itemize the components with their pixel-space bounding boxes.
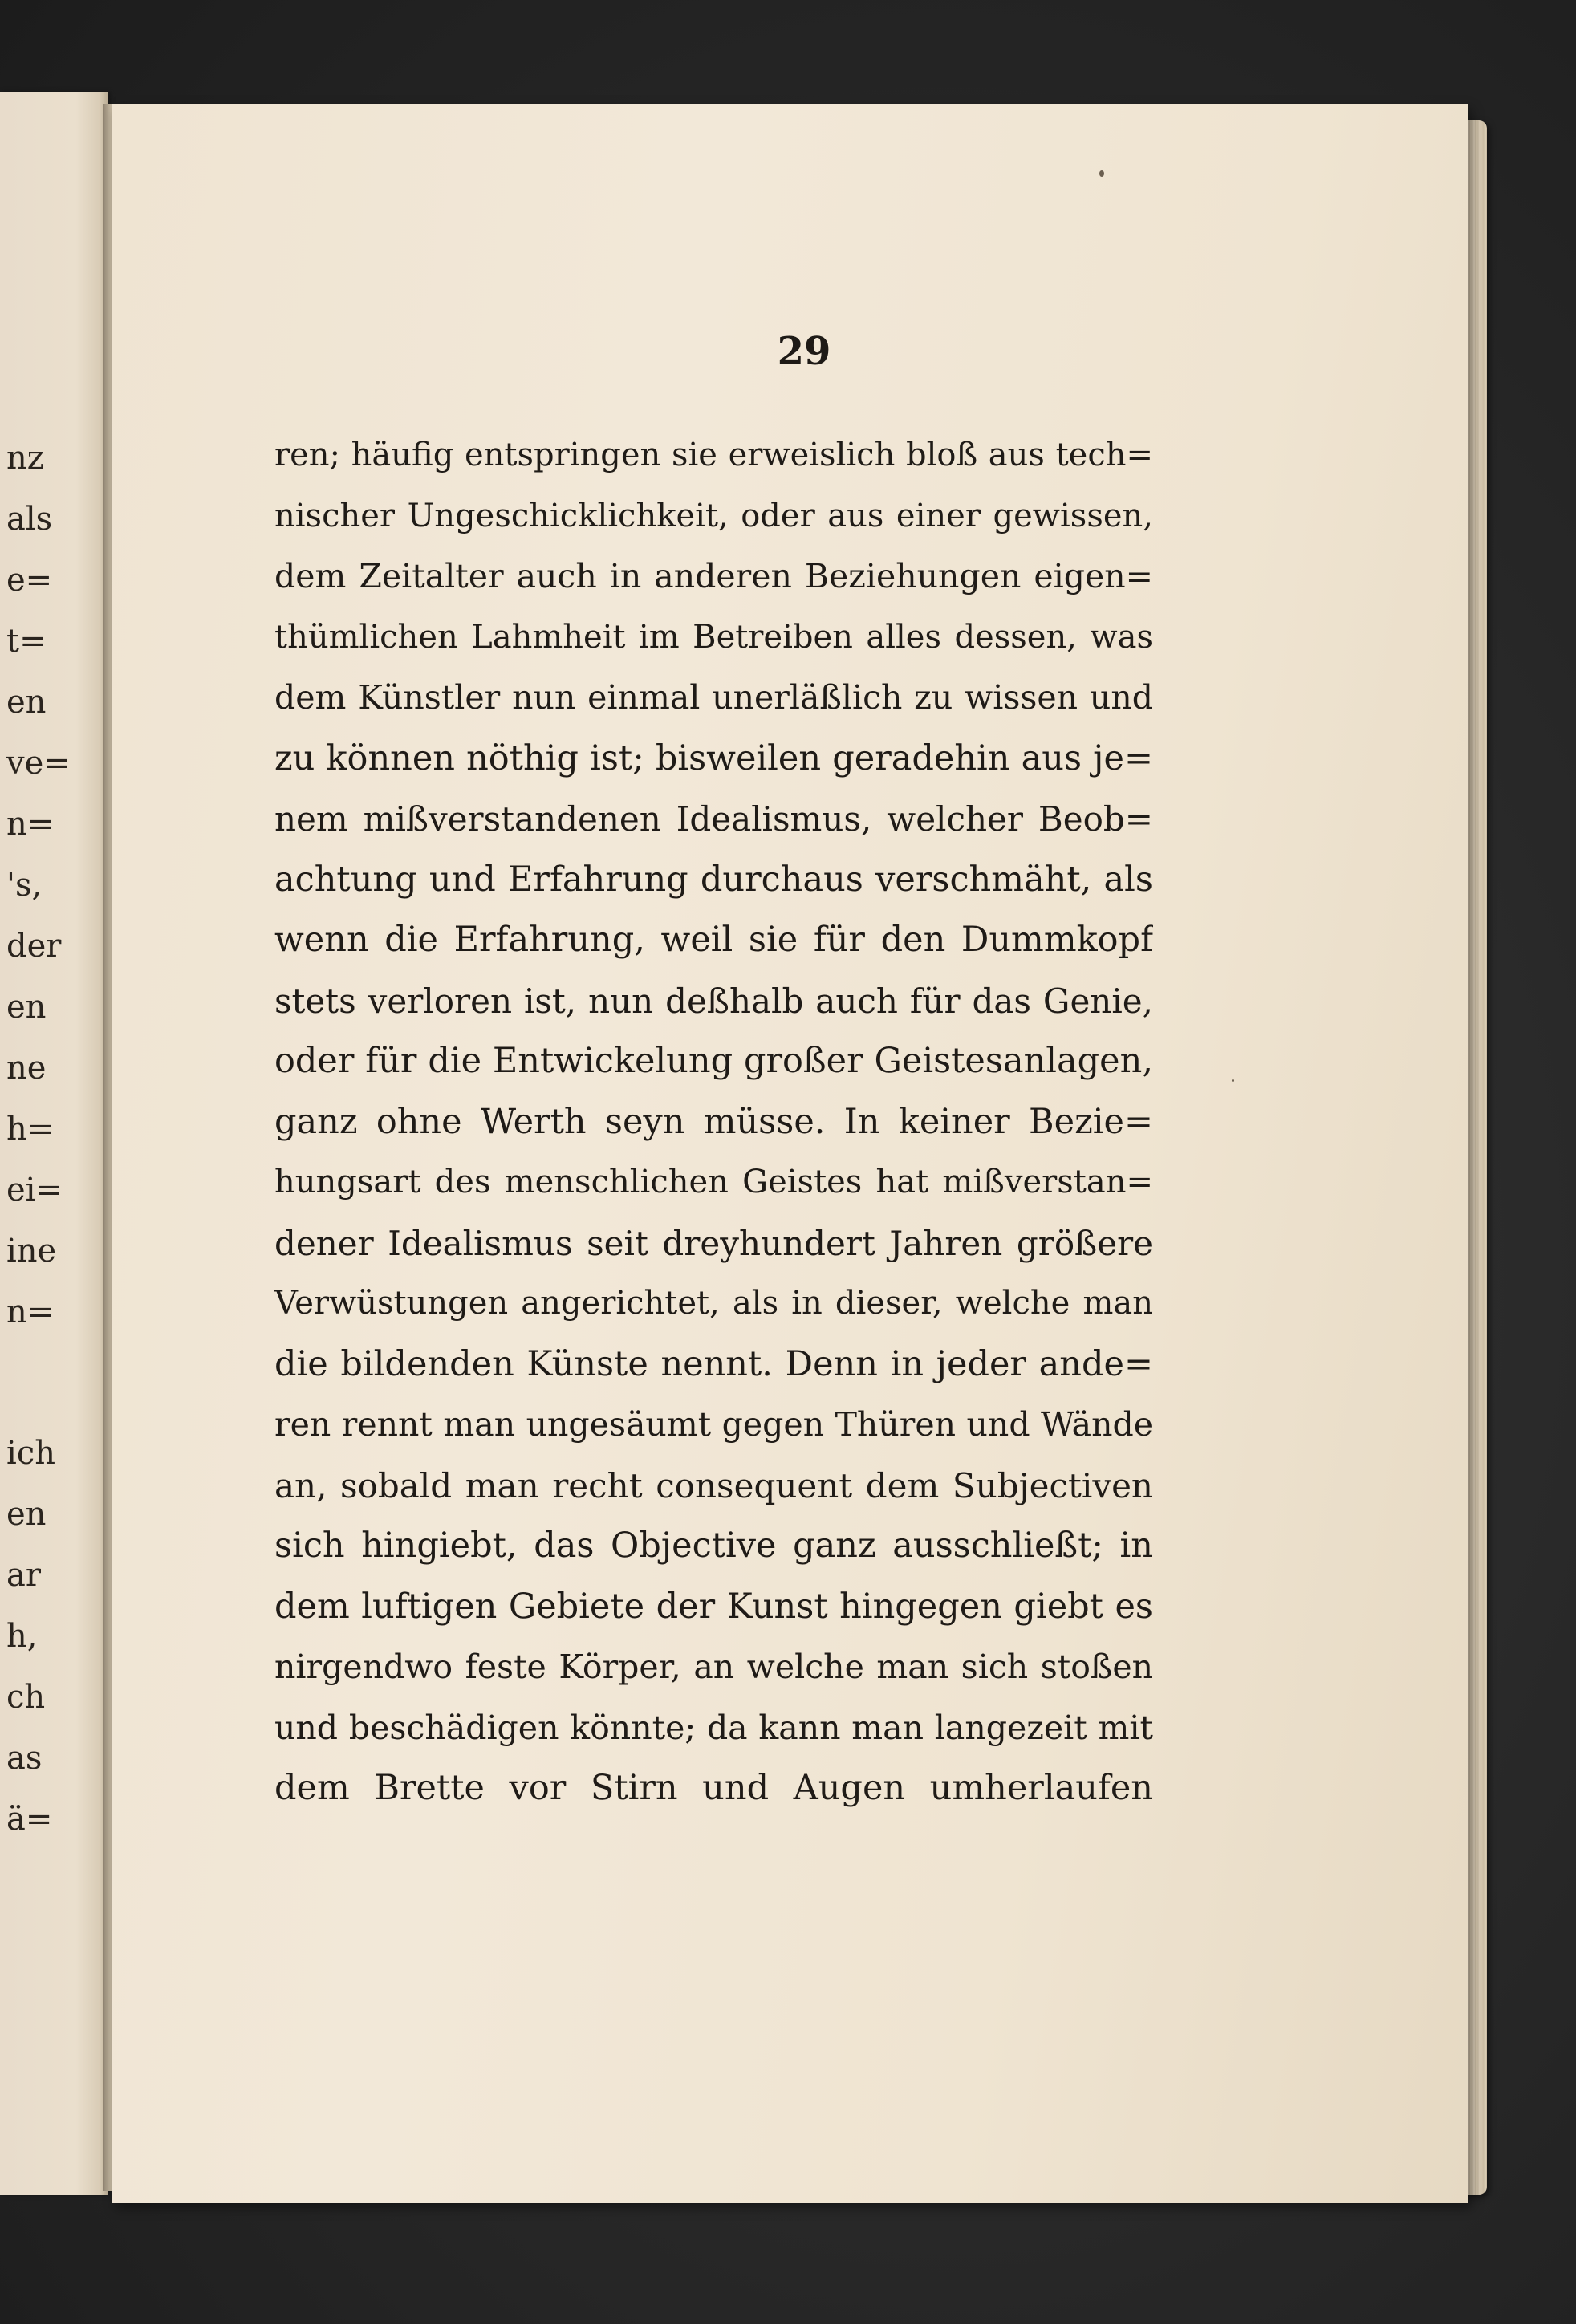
text-line: die bildenden Künste nennt. Denn in jeder ande=: [274, 1343, 1153, 1384]
left-fragment: der: [6, 928, 62, 965]
text-line: stets verloren ist, nun deßhalb auch für das Genie,: [274, 981, 1153, 1021]
text-line: thümlichen Lahmheit im Betreiben alles dessen, was: [274, 618, 1153, 656]
left-fragment: h=: [6, 1111, 55, 1148]
text-line: wenn die Erfahrung, weil sie für den Dummkopf: [274, 920, 1153, 960]
text-line: dem Zeitalter auch in anderen Beziehungen eigen=: [274, 557, 1153, 595]
left-fragment: ch: [6, 1679, 46, 1716]
page-number: 29: [777, 329, 831, 374]
text-line: achtung und Erfahrung durchaus verschmäht, als: [274, 859, 1153, 900]
paper-speck: [1232, 1079, 1234, 1082]
text-line: an, sobald man recht consequent dem Subjectiven: [274, 1465, 1153, 1505]
left-fragment: ich: [6, 1435, 55, 1472]
text-line: und beschädigen könnte; da kann man langezeit mit: [274, 1708, 1153, 1747]
text-line: nischer Ungeschicklichkeit, oder aus einer gewissen,: [274, 497, 1153, 534]
paper-speck: [1099, 170, 1104, 177]
left-fragment: n=: [6, 1294, 55, 1331]
text-line: oder für die Entwickelung großer Geistesanlagen,: [274, 1041, 1153, 1081]
text-line: zu können nöthig ist; bisweilen geradehin aus je=: [274, 737, 1153, 778]
page-text-block: [274, 425, 1153, 1819]
text-line: dem Brette vor Stirn und Augen umherlaufen: [274, 1768, 1153, 1808]
text-line: nem mißverstandenen Idealismus, welcher Beob=: [274, 799, 1153, 839]
left-fragment: ine: [6, 1233, 57, 1270]
text-line: dem Künstler nun einmal unerläßlich zu wissen und: [274, 678, 1153, 717]
left-fragment: n=: [6, 806, 55, 843]
left-page-edge: [0, 92, 108, 2195]
left-fragment: en: [6, 1496, 47, 1533]
text-line: ren; häufig entspringen sie erweislich bloß aus tech=: [274, 437, 1153, 473]
left-fragment: as: [6, 1740, 43, 1777]
text-line: nirgendwo feste Körper, an welche man sich stoßen: [274, 1648, 1153, 1686]
left-fragment: ar: [6, 1557, 41, 1594]
left-fragment: e=: [6, 562, 53, 599]
left-fragment: nz: [6, 440, 44, 477]
left-fragment: t=: [6, 623, 47, 660]
left-fragment: ei=: [6, 1172, 63, 1209]
left-fragment: h,: [6, 1618, 38, 1655]
text-line: dener Idealismus seit dreyhundert Jahren größere: [274, 1223, 1153, 1263]
text-line: ren rennt man ungesäumt gegen Thüren und Wände: [274, 1405, 1153, 1444]
left-fragment: en: [6, 684, 47, 721]
left-fragment: en: [6, 989, 47, 1026]
left-fragment: ne: [6, 1050, 47, 1087]
text-line: sich hingiebt, das Objective ganz ausschließt; in: [274, 1526, 1153, 1566]
left-fragment: ve=: [6, 745, 71, 782]
text-line: dem luftigen Gebiete der Kunst hingegen giebt es: [274, 1586, 1153, 1627]
text-line: Verwüstungen angerichtet, als in dieser, welche man: [274, 1285, 1153, 1322]
left-fragment: 's,: [6, 867, 43, 904]
left-fragment: ä=: [6, 1801, 53, 1838]
left-fragment: als: [6, 501, 53, 538]
text-line: ganz ohne Werth seyn müsse. In keiner Bezie=: [274, 1101, 1153, 1142]
text-line: hungsart des menschlichen Geistes hat mißverstan=: [274, 1164, 1153, 1201]
